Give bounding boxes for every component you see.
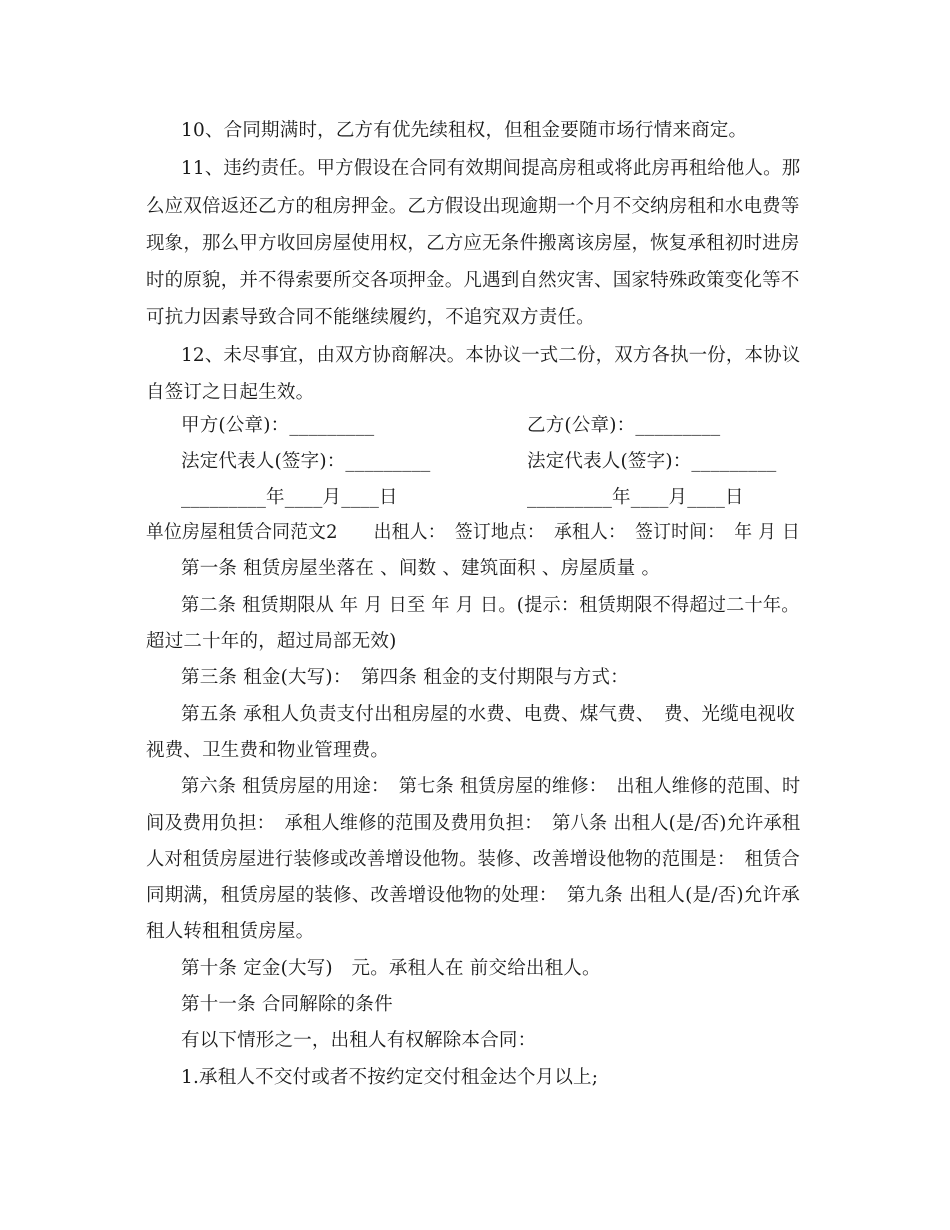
paragraph-line: 第六条 租赁房屋的用途： 第七条 租赁房屋的维修： 出租人维修的范围、时	[181, 776, 801, 797]
paragraph-line: 11、违约责任。甲方假设在合同有效期间提高房租或将此房再租给他人。那	[181, 158, 801, 179]
paragraph-line: 视费、卫生费和物业管理费。	[146, 740, 390, 761]
paragraph-line: 第三条 租金(大写)： 第四条 租金的支付期限与方式：	[181, 667, 629, 688]
paragraph-line: 有以下情形之一，出租人有权解除本合同：	[181, 1030, 537, 1051]
paragraph-line: 第一条 租赁房屋坐落在 、间数 、建筑面积 、房屋质量 。	[181, 558, 661, 579]
date-b: _________年____月____日	[527, 487, 744, 508]
party-a-seal: 甲方(公章)：_________	[181, 415, 375, 436]
rep-b-signature: 法定代表人(签字)：_________	[527, 451, 777, 472]
paragraph-line: 第五条 承租人负责支付出租房屋的水费、电费、煤气费、 费、光缆电视收	[181, 704, 795, 725]
rep-a-signature: 法定代表人(签字)：_________	[181, 451, 431, 472]
paragraph-line: 么应双倍返还乙方的租房押金。乙方假设出现逾期一个月不交纳房租和水电费等	[146, 196, 800, 217]
paragraph-line: 12、未尽事宜，由双方协商解决。本协议一式二份，双方各执一份，本协议	[181, 345, 801, 366]
paragraph-line: 10、合同期满时，乙方有优先续租权，但租金要随市场行情来商定。	[181, 120, 748, 141]
date-a: _________年____月____日	[181, 487, 398, 508]
paragraph-line: 租人转租租赁房屋。	[146, 921, 315, 942]
paragraph-line: 第十一条 合同解除的条件	[181, 994, 393, 1015]
paragraph-line: 间及费用负担： 承租人维修的范围及费用负担： 第八条 出租人(是/否)允许承租	[146, 813, 801, 834]
paragraph-line: 同期满，租赁房屋的装修、改善增设他物的处理： 第九条 出租人(是/否)允许承	[146, 885, 800, 906]
party-b-seal: 乙方(公章)：_________	[527, 415, 721, 436]
paragraph-line: 自签订之日起生效。	[146, 382, 315, 403]
paragraph-line: 第十条 定金(大写) 元。承租人在 前交给出租人。	[181, 958, 601, 979]
paragraph-line: 可抗力因素导致合同不能继续履约，不追究双方责任。	[146, 307, 595, 328]
paragraph-line: 第二条 租赁期限从 年 月 日至 年 月 日。(提示：租赁期限不得超过二十年。	[181, 595, 800, 616]
paragraph-line: 现象，那么甲方收回房屋使用权，乙方应无条件搬离该房屋，恢复承租初时进房	[146, 233, 800, 254]
contract-heading-line: 单位房屋租赁合同范文2 出租人： 签订地点： 承租人： 签订时间： 年 月 日	[146, 522, 801, 543]
paragraph-line: 超过二十年的，超过局部无效)	[146, 631, 397, 652]
paragraph-line: 时的原貌，并不得索要所交各项押金。凡遇到自然灾害、国家特殊政策变化等不	[146, 270, 800, 291]
paragraph-line: 1.承租人不交付或者不按约定交付租金达个月以上;	[181, 1067, 599, 1088]
paragraph-line: 人对租赁房屋进行装修或改善增设他物。装修、改善增设他物的范围是： 租赁合	[146, 849, 800, 870]
